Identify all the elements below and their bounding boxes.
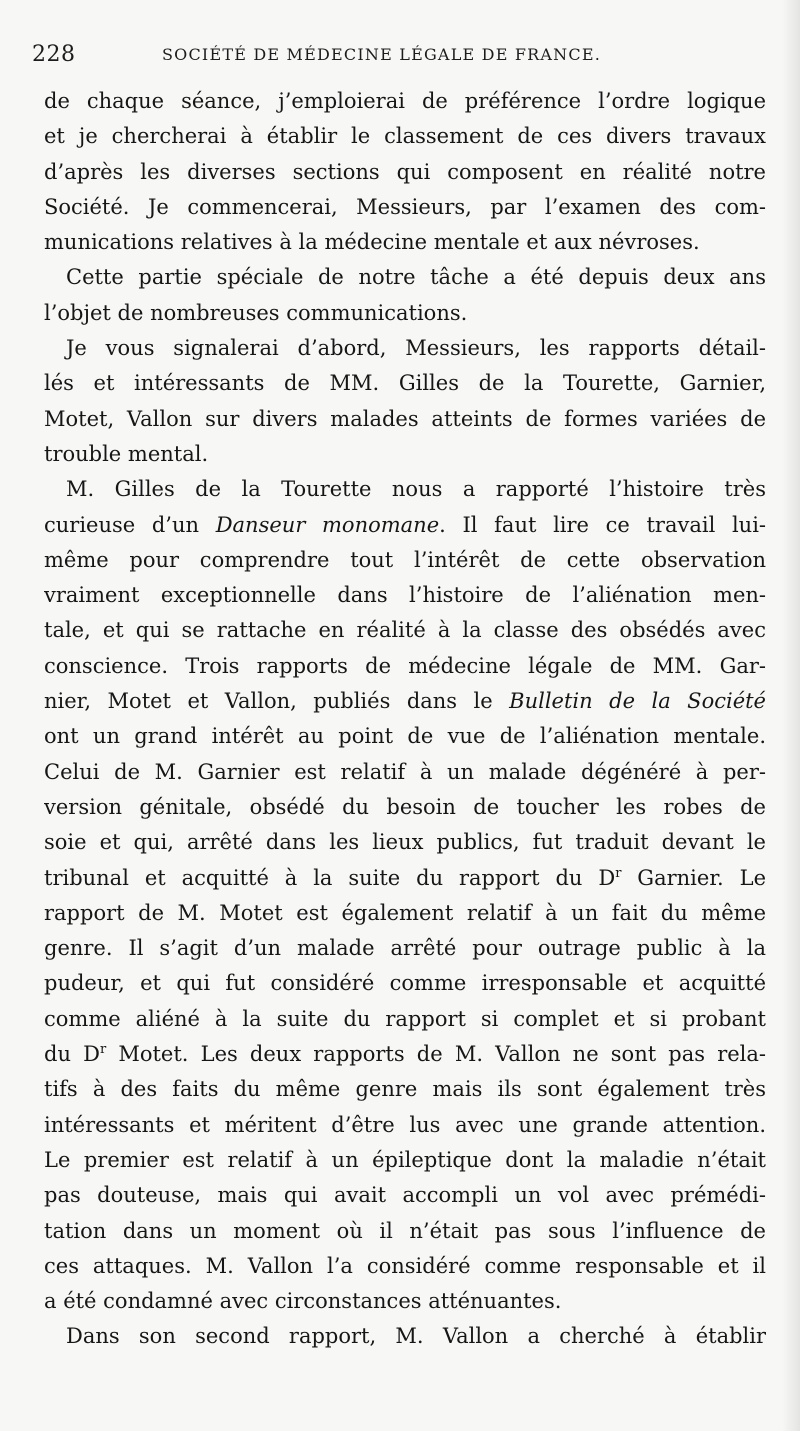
text-line: version génitale, obsédé du besoin de toucher les robes de xyxy=(44,794,766,819)
text-run: curieuse d’un xyxy=(44,512,216,537)
text-run: . Il faut lire ce travail lui- xyxy=(439,512,766,537)
text-line: Société. Je commencerai, Messieurs, par l’examen des com- xyxy=(44,194,766,219)
text-line: ces attaques. M. Vallon l’a considéré comme responsable et il xyxy=(44,1253,766,1278)
page-header xyxy=(32,42,760,74)
text-line: comme aliéné à la suite du rapport si complet et si probant xyxy=(44,1006,766,1031)
text-line: Dans son second rapport, M. Vallon a cherché à établir xyxy=(66,1324,766,1349)
text-line: Motet, Vallon sur divers malades atteints de formes variées de xyxy=(44,406,766,431)
italic-title: Bulletin de la Société xyxy=(509,689,766,714)
text-line: rapport de M. Motet est également relatif à un fait du même xyxy=(44,900,766,925)
text-line xyxy=(44,1037,766,1072)
text-line: munications relatives à la médecine mentale et aux névroses. xyxy=(44,230,700,255)
text-line: a été condamné avec circonstances atténuantes. xyxy=(44,1289,562,1314)
text-line: conscience. Trois rapports de médecine légale de MM. Gar- xyxy=(44,653,766,678)
text-line: pas douteuse, mais qui avait accompli un vol avec prémédi- xyxy=(44,1183,766,1208)
text-line: vraiment exceptionnelle dans l’histoire de l’aliénation men- xyxy=(44,583,766,608)
text-line: de chaque séance, j’emploierai de préférence l’ordre logique xyxy=(44,89,766,113)
superscript: r xyxy=(99,1042,107,1058)
text-line: soie et qui, arrêté dans les lieux publics, fut traduit devant le xyxy=(44,830,766,855)
page-number: 228 xyxy=(32,42,76,67)
text-line: tale, et qui se rattache en réalité à la classe des obsédés avec xyxy=(44,618,766,643)
italic-title: Danseur monomane xyxy=(215,512,440,537)
superscript: r xyxy=(615,865,622,881)
text-line: ont un grand intérêt au point de vue de l’aliénation mentale. xyxy=(44,724,766,749)
text-line: intéressants et méritent d’être lus avec une grande attention. xyxy=(44,1112,766,1137)
text-line: lés et intéressants de MM. Gilles de la Tourette, Garnier, xyxy=(44,371,766,396)
text-line: pudeur, et qui fut considéré comme irresponsable et acquitté xyxy=(44,971,766,996)
text-line: Le premier est relatif à un épileptique dont la maladie n’était xyxy=(44,1147,766,1172)
text-line: Cette partie spéciale de notre tâche a été depuis deux ans xyxy=(66,265,766,290)
text-line: trouble mental. xyxy=(44,441,209,466)
text-line xyxy=(44,861,766,896)
text-line: l’objet de nombreuses communications. xyxy=(44,300,468,325)
page-edge-shadow xyxy=(782,0,800,1431)
text-line: tation dans un moment où il n’était pas sous l’influence de xyxy=(44,1218,766,1243)
text-run: nier, Motet et Vallon, publiés dans le xyxy=(44,689,510,714)
text-run: du D xyxy=(44,1042,100,1067)
text-line xyxy=(44,508,766,543)
running-title: SOCIÉTÉ DE MÉDECINE LÉGALE DE FRANCE. xyxy=(162,45,601,64)
text-line: Celui de M. Garnier est relatif à un malade dégénéré à per- xyxy=(44,759,766,784)
text-line: Je vous signalerai d’abord, Messieurs, les rapports détail- xyxy=(66,336,766,361)
text-line: et je chercherai à établir le classement de ces divers travaux xyxy=(44,124,766,149)
text-line: d’après les diverses sections qui composent en réalité notre xyxy=(44,159,766,184)
text-run: tribunal et acquitté à la suite du rapport du D xyxy=(44,865,616,890)
text-run: Garnier. Le xyxy=(621,865,766,890)
text-line: M. Gilles de la Tourette nous a rapporté l’histoire très xyxy=(66,477,766,502)
text-line: tifs à des faits du même genre mais ils sont également très xyxy=(44,1077,766,1102)
text-line: genre. Il s’agit d’un malade arrêté pour outrage public à la xyxy=(44,936,766,961)
body-text xyxy=(44,84,766,1355)
text-line xyxy=(44,684,766,719)
text-line: même pour comprendre tout l’intérêt de cette observation xyxy=(44,547,766,572)
text-run: Motet. Les deux rapports de M. Vallon ne sont pas rela- xyxy=(106,1042,766,1067)
